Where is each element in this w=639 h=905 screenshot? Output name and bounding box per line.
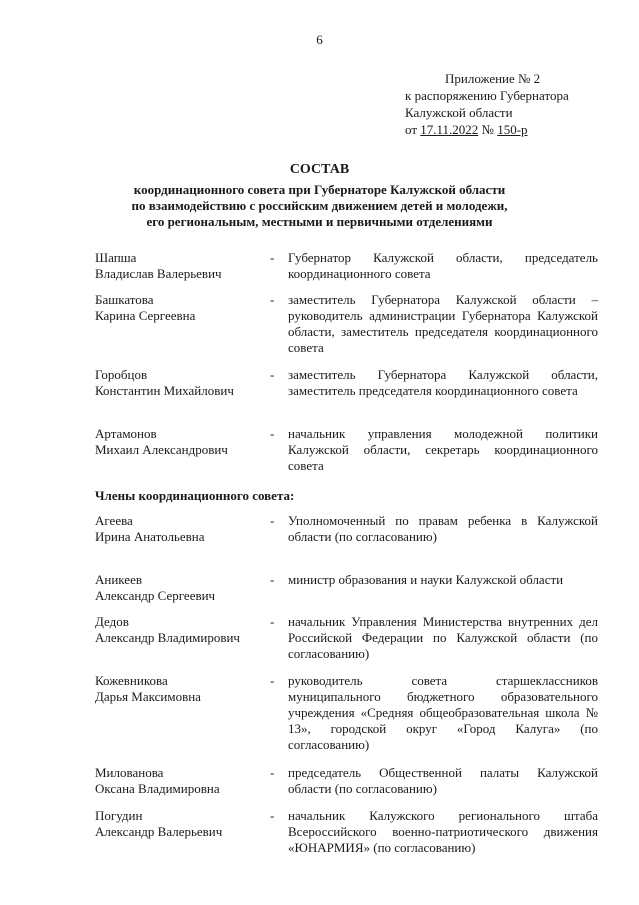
person-name xyxy=(95,292,275,324)
members-heading: Члены координационного совета: xyxy=(95,488,295,503)
heading-line-3: его региональным, местными и первичными отделениями xyxy=(146,214,493,229)
appendix-title: Приложение № 2 xyxy=(445,71,541,86)
appendix-date-line xyxy=(405,121,569,138)
heading-line-2: по взаимодействию с российским движением детей и молодежи, xyxy=(131,198,508,213)
appendix-line-1: к распоряжению Губернатора xyxy=(405,88,569,103)
position: председатель Общественной палаты Калужской области (по согласованию) xyxy=(288,765,598,796)
document-heading xyxy=(0,162,639,230)
appendix-block xyxy=(405,70,569,138)
given-names: Оксана Владимировна xyxy=(95,781,220,796)
person-name xyxy=(95,367,275,399)
heading-line-1: координационного совета при Губернаторе Калужской области xyxy=(133,182,506,197)
person-name xyxy=(95,808,275,840)
person-name xyxy=(95,614,275,646)
position: начальник управления молодежной политики Калужской области, секретарь координационного совета xyxy=(288,426,598,473)
position: начальник Управления Министерства внутренних дел Российской Федерации по Калужской области (по согласованию) xyxy=(288,614,598,661)
given-names: Карина Сергеевна xyxy=(95,308,196,323)
surname: Милованова xyxy=(95,765,164,780)
surname: Шапша xyxy=(95,250,137,265)
surname: Погудин xyxy=(95,808,143,823)
given-names: Александр Сергеевич xyxy=(95,588,216,603)
surname: Артамонов xyxy=(95,426,157,441)
dash: - xyxy=(270,426,275,441)
surname: Башкатова xyxy=(95,292,154,307)
given-names: Михаил Александрович xyxy=(95,442,228,457)
given-names: Александр Валерьевич xyxy=(95,824,223,839)
position: Уполномоченный по правам ребенка в Калужской области (по согласованию) xyxy=(288,513,598,544)
dash: - xyxy=(270,765,275,780)
dash: - xyxy=(270,367,275,382)
dash: - xyxy=(270,250,275,265)
dash: - xyxy=(270,614,275,629)
position: руководитель совета старшеклассников муниципального бюджетного образовательного учреждения «Средняя общеобразовательная школа № 13», городской округ «Город Калуга» (по согласованию) xyxy=(288,673,598,752)
appendix-line-2: Калужской области xyxy=(405,105,513,120)
given-names: Ирина Анатольевна xyxy=(95,529,205,544)
appendix-date: 17.11.2022 xyxy=(420,122,479,137)
number-prefix: № xyxy=(481,122,494,137)
person-name xyxy=(95,765,275,797)
surname: Кожевникова xyxy=(95,673,168,688)
dash: - xyxy=(270,572,275,587)
person-name xyxy=(95,572,275,604)
surname: Дедов xyxy=(95,614,129,629)
appendix-number: 150-р xyxy=(497,122,528,137)
given-names: Александр Владимирович xyxy=(95,630,240,645)
date-prefix: от xyxy=(405,122,418,137)
dash: - xyxy=(270,673,275,688)
position: заместитель Губернатора Калужской области – руководитель администрации Губернатора Калужской области, заместитель председателя координационного совета xyxy=(288,292,598,355)
person-name xyxy=(95,673,275,705)
position: министр образования и науки Калужской области xyxy=(288,572,564,587)
surname: Горобцов xyxy=(95,367,148,382)
position: заместитель Губернатора Калужской области, заместитель председателя координационного совета xyxy=(288,367,598,398)
position: начальник Калужского регионального штаба Всероссийского военно-патриотического движения «ЮНАРМИЯ» (по согласованию) xyxy=(288,808,598,855)
surname: Аникеев xyxy=(95,572,142,587)
page-number: 6 xyxy=(316,32,323,47)
dash: - xyxy=(270,292,275,307)
person-name xyxy=(95,426,275,458)
surname: Агеева xyxy=(95,513,133,528)
heading-title: СОСТАВ xyxy=(289,162,350,177)
given-names: Владислав Валерьевич xyxy=(95,266,222,281)
person-name xyxy=(95,513,275,545)
dash: - xyxy=(270,808,275,823)
person-name xyxy=(95,250,275,282)
position: Губернатор Калужской области, председатель координационного совета xyxy=(288,250,598,281)
dash: - xyxy=(270,513,275,528)
given-names: Константин Михайлович xyxy=(95,383,234,398)
given-names: Дарья Максимовна xyxy=(95,689,201,704)
